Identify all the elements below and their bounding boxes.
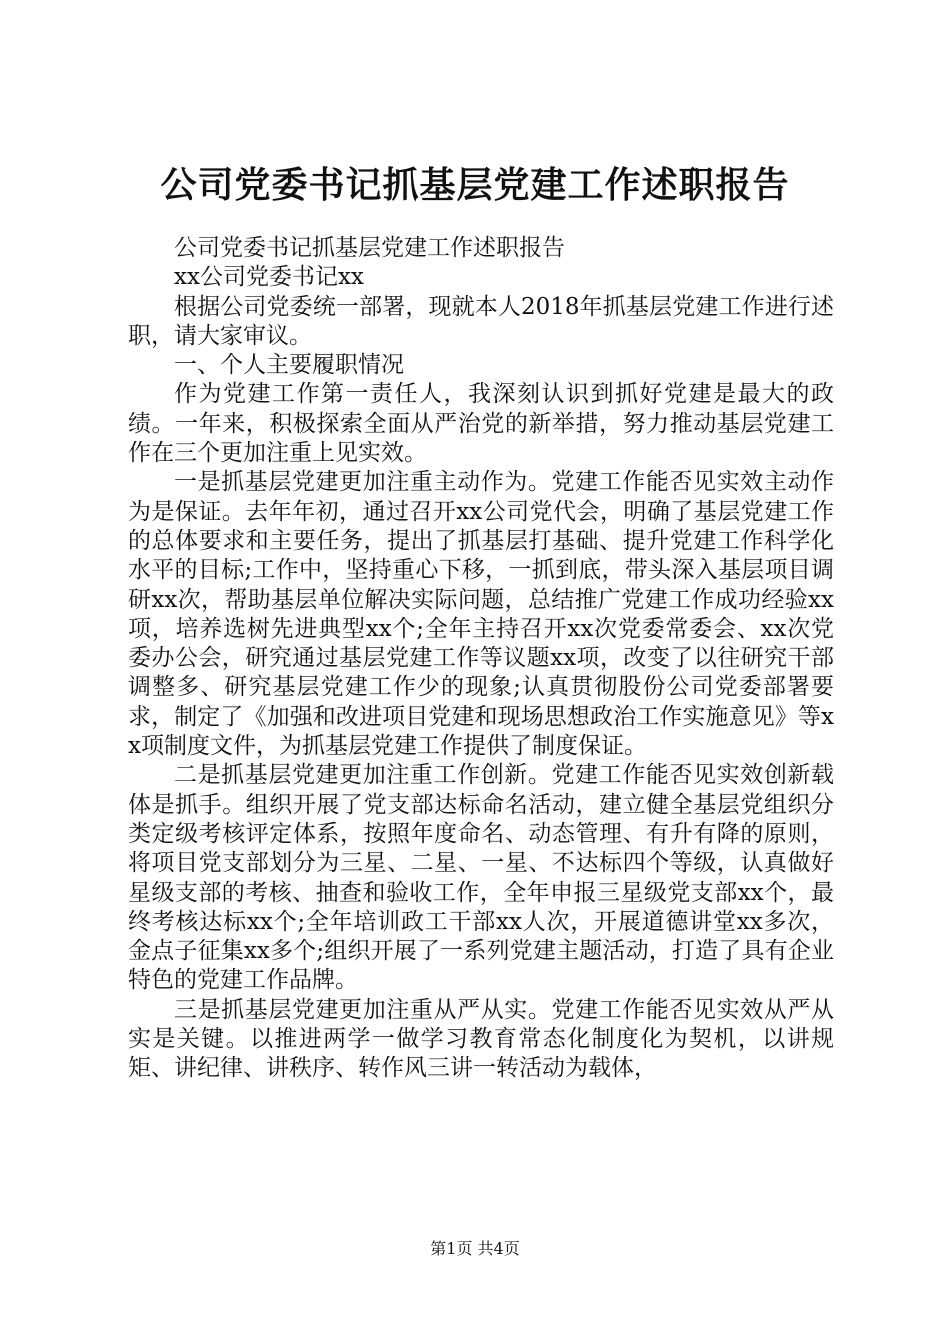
paragraph: 一是抓基层党建更加注重主动作为。党建工作能否见实效主动作为是保证。去年年初，通过召开xx公司党代会，明确了基层党建工作的总体要求和主要任务，提出了抓基层打基础、提升党建工作科学化水平的目标;工作中，坚持重心下移，一抓到底，带头深入基层项目调研xx次，帮助基层单位解决实际问题，总结推广党建工作成功经验xx项，培养选树先进典型xx个;全年主持召开xx次党委常委会、xx次党委办公会，研究通过基层党建工作等议题xx项，改变了以往研究干部调整多、研究基层党建工作少的现象;认真贯彻股份公司党委部署要求，制定了《加强和改进项目党建和现场思想政治工作实施意见》等xx项制度文件，为抓基层党建工作提供了制度保证。 <box>128 469 834 760</box>
document-body <box>128 234 834 1084</box>
document-title: 公司党委书记抓基层党建工作述职报告 <box>160 164 790 206</box>
paragraph-author: xx公司党委书记xx <box>174 264 364 291</box>
paragraph: 二是抓基层党建更加注重工作创新。党建工作能否见实效创新载体是抓手。组织开展了党支部达标命名活动，建立健全基层党组织分类定级考核评定体系，按照年度命名、动态管理、有升有降的原则，将项目党支部划分为三星、二星、一星、不达标四个等级，认真做好星级支部的考核、抽查和验收工作，全年申报三星级党支部xx个，最终考核达标xx个;全年培训政工干部xx人次，开展道德讲堂xx多次，金点子征集xx多个;组织开展了一系列党建主题活动，打造了具有企业特色的党建工作品牌。 <box>128 762 834 994</box>
section-heading: 一、个人主要履职情况 <box>174 352 404 379</box>
paragraph: 三是抓基层党建更加注重从严从实。党建工作能否见实效从严从实是关键。以推进两学一做学习教育常态化制度化为契机，以讲规矩、讲纪律、讲秩序、转作风三讲一转活动为载体， <box>128 996 834 1082</box>
page-number-footer: 第1页 共4页 <box>430 1239 520 1258</box>
paragraph-subtitle: 公司党委书记抓基层党建工作述职报告 <box>174 235 565 261</box>
paragraph-intro: 根据公司党委统一部署，现就本人2018年抓基层党建工作进行述职，请大家审议。 <box>128 293 834 349</box>
paragraph: 作为党建工作第一责任人，我深刻认识到抓好党建是最大的政绩。一年来，积极探索全面从严治党的新举措，努力推动基层党建工作在三个更加注重上见实效。 <box>128 381 834 467</box>
